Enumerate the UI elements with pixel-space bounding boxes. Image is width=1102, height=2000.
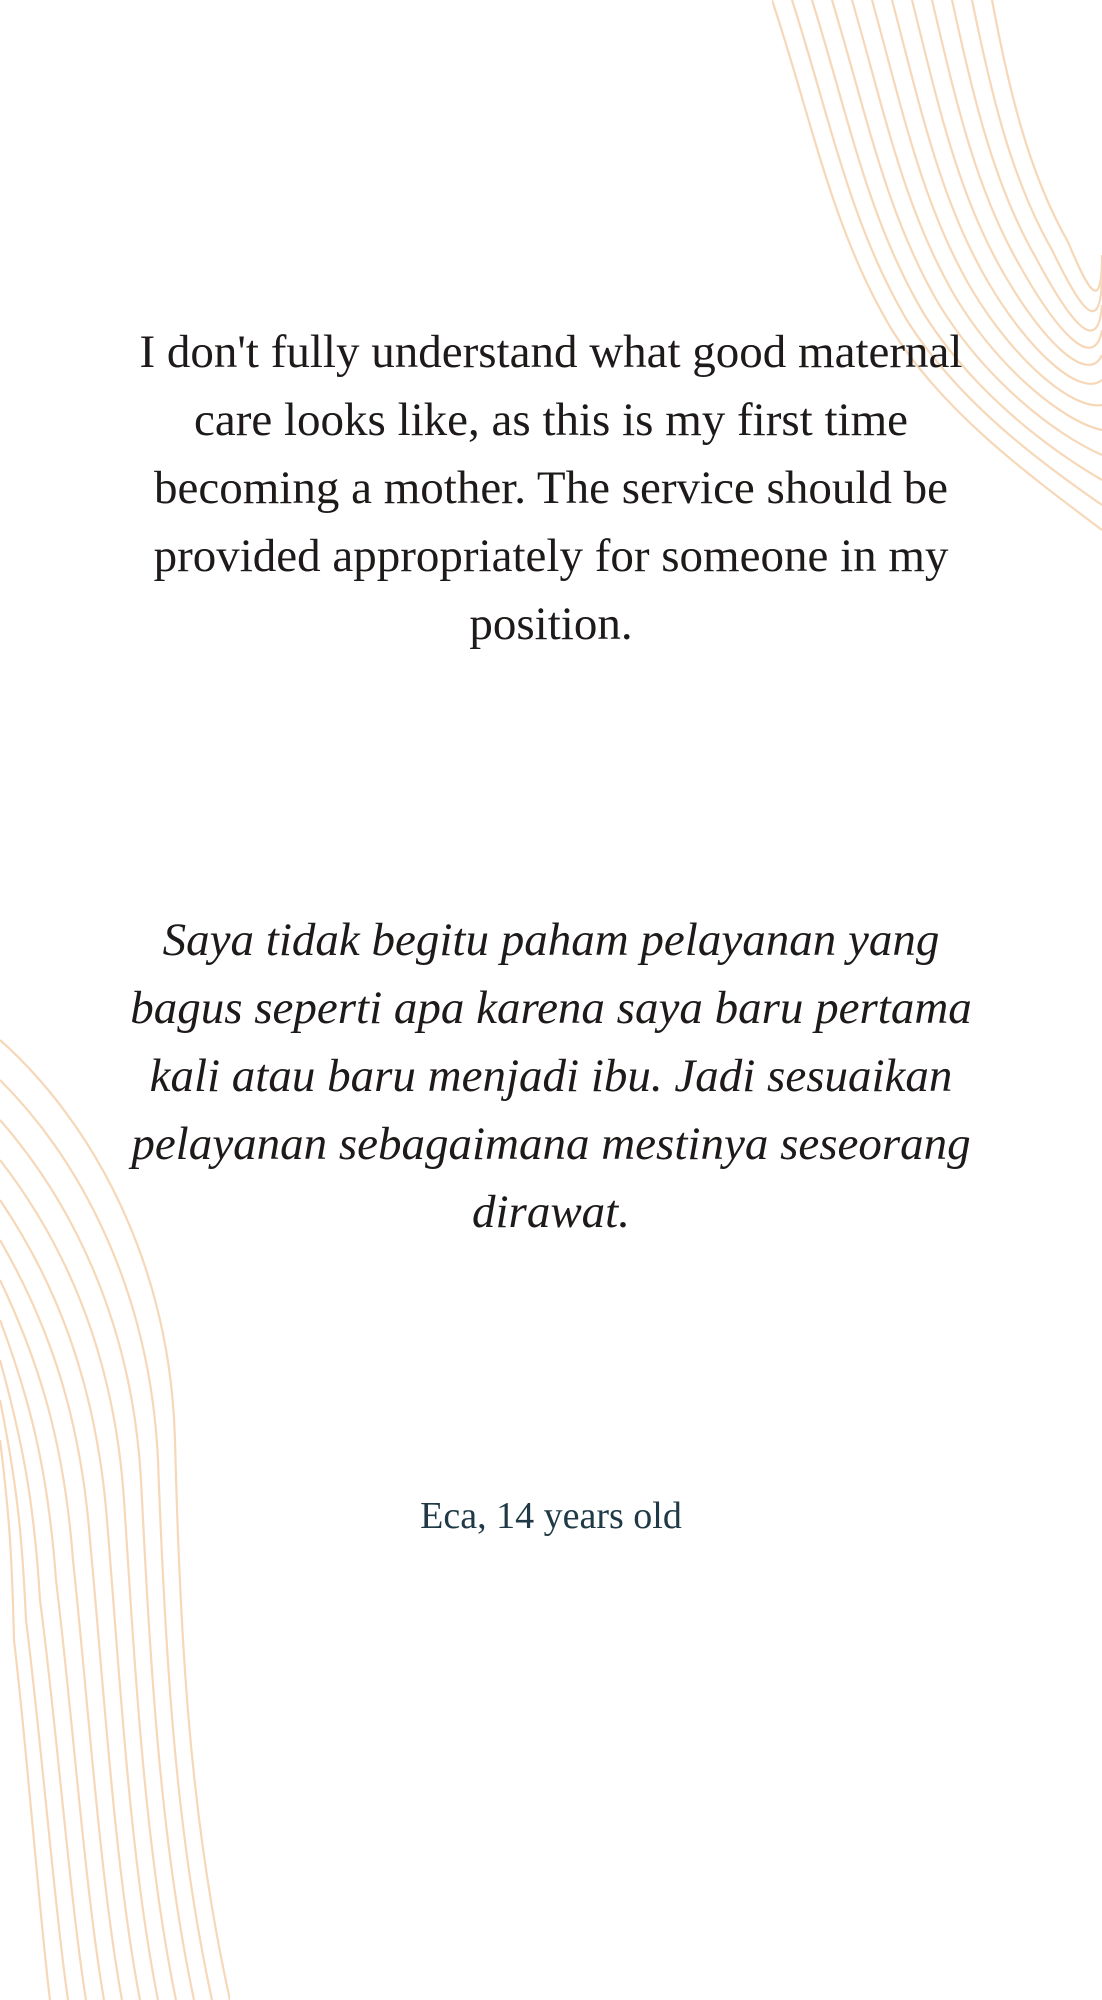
quote-indonesian-text: Saya tidak begitu paham pelayanan yang bagus seperti apa karena saya baru pertama kali atau baru menjadi ibu. Jadi sesuaikan pelayanan sebagaimana mestinya seseorang dirawat. <box>130 914 972 1238</box>
quote-english <box>0 318 1102 658</box>
attribution: Eca, 14 years old <box>420 1495 682 1537</box>
quote-indonesian <box>0 906 1102 1246</box>
quote-english-text: I don't fully understand what good maternal care looks like, as this is my first time becoming a mother. The service should be provided appropriately for someone in my position. <box>139 326 963 650</box>
